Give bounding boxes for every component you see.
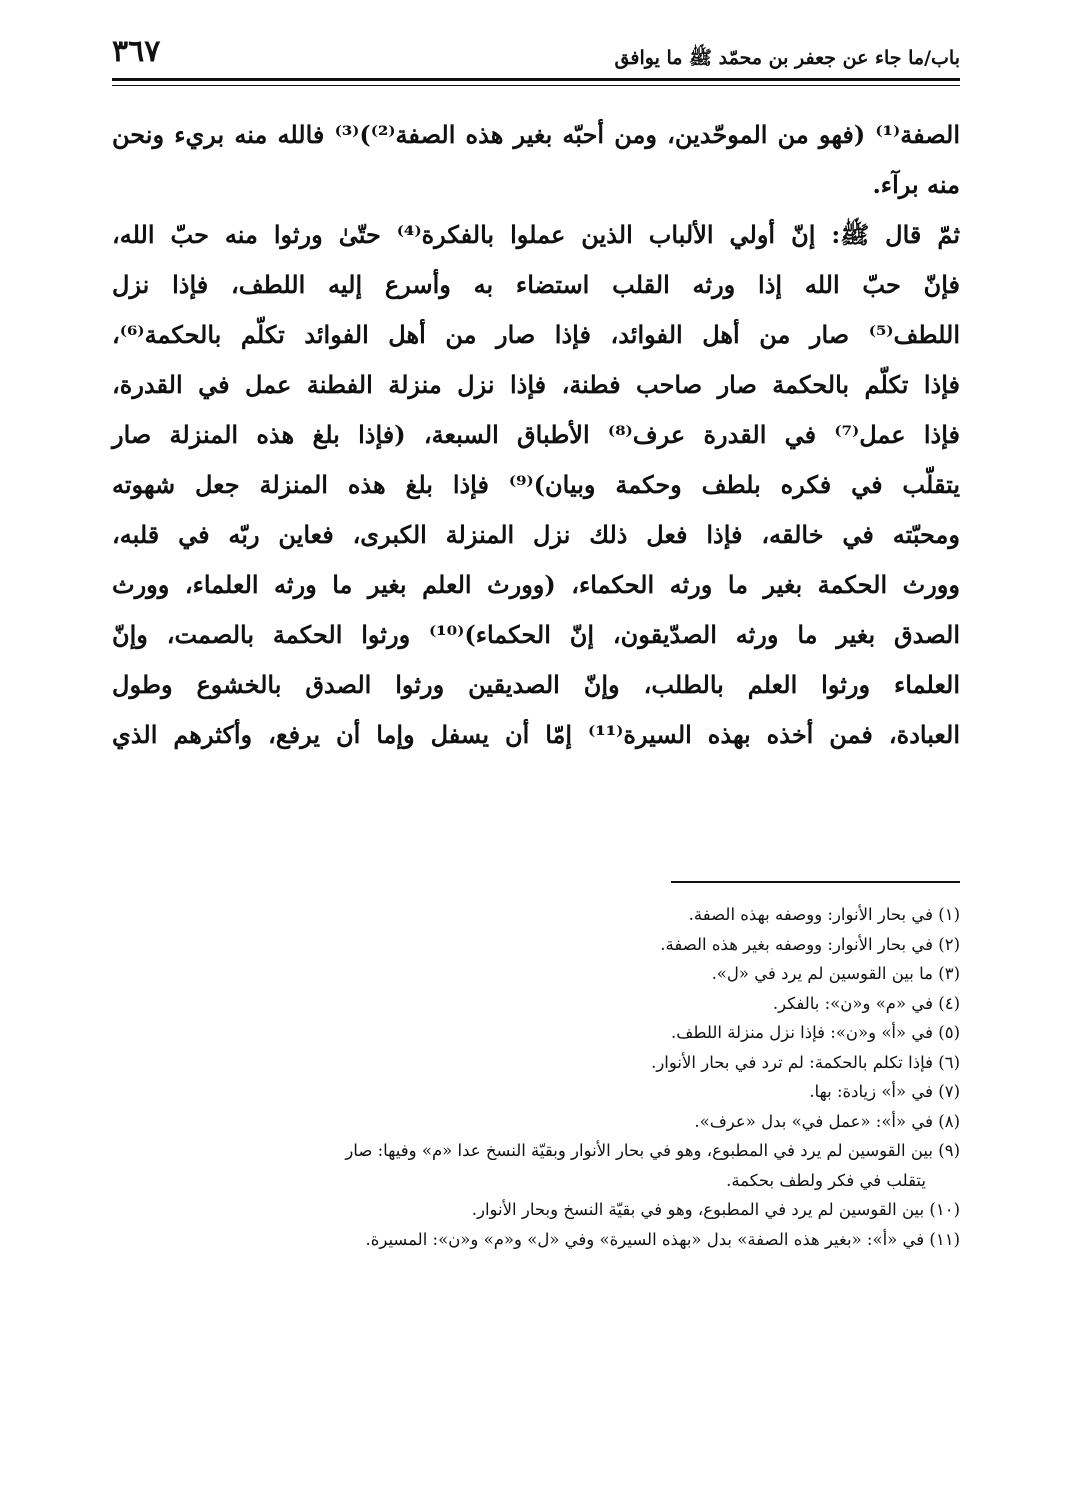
footnote: (٨) في «أ»: «عمل في» بدل «عرف». (694, 1111, 960, 1131)
footnote: (١) في بحار الأنوار: ووصفه بهذه الصفة. (688, 905, 960, 924)
footnote-separator (671, 881, 960, 883)
footnote: (٤) في «م» و«ن»: بالفكر. (772, 993, 960, 1013)
body-line: ومحبّته في خالقه، فإذا فعل ذلك نزل المنزلة الكبرى، فعاين ربّه في قلبه، (112, 520, 960, 549)
footnote: (١٠) بين القوسين لم يرد في المطبوع، وهو في بقيّة النسخ وبحار الأنوار. (471, 1200, 960, 1219)
body-line: منه برآء. (872, 170, 960, 199)
body-line: ثمّ قال ﷺ: إنّ أولي الألباب الذين عملوا بالفكرة⁽⁴⁾ حتّىٰ ورثوا منه حبّ الله، (112, 220, 961, 249)
main-text (112, 110, 960, 760)
body-line: يتقلّب في فكره بلطف وحكمة وبيان)⁽⁹⁾ فإذا بلغ هذه المنزلة جعل شهوته (112, 470, 961, 499)
footnote-continuation: يتقلب في فكر ولطف بحكمة. (726, 1170, 926, 1190)
footnote: (٩) بين القوسين لم يرد في المطبوع، وهو في بحار الأنوار وبقيّة النسخ عدا «م» وفيها: صار (345, 1141, 960, 1160)
footnote: (٥) في «أ» و«ن»: فإذا نزل منزلة اللطف. (671, 1023, 960, 1042)
footnote: (١١) في «أ»: «بغير هذه الصفة» بدل «بهذه السيرة» وفي «ل» و«م» و«ن»: المسيرة. (365, 1229, 960, 1249)
page-number: ٣٦٧ (112, 34, 161, 69)
body-line: وورث الحكمة بغير ما ورثه الحكماء، (وورث العلم بغير ما ورثه العلماء، وورث (112, 570, 960, 599)
body-line: فإذا تكلّم بالحكمة صار صاحب فطنة، فإذا نزل منزلة الفطنة عمل في القدرة، (112, 370, 960, 399)
body-line: فإنّ حبّ الله إذا ورثه القلب استضاء به وأسرع إليه اللطف، فإذا نزل (112, 270, 960, 299)
body-line: الصدق بغير ما ورثه الصدّيقون، إنّ الحكماء)⁽¹⁰⁾ ورثوا الحكمة بالصمت، وإنّ (112, 620, 960, 649)
body-line: العلماء ورثوا العلم بالطلب، وإنّ الصديقين ورثوا الصدق بالخشوع وطول (112, 670, 960, 699)
footnotes (112, 900, 960, 1254)
footnote: (٢) في بحار الأنوار: ووصفه بغير هذه الصفة. (660, 934, 960, 954)
header-rule (112, 78, 960, 81)
body-line: العبادة، فمن أخذه بهذه السيرة⁽¹¹⁾ إمّا أن يسفل وإما أن يرفع، وأكثرهم الذي (112, 720, 960, 749)
header-rule-thin (112, 85, 960, 86)
body-line: اللطف⁽⁵⁾ صار من أهل الفوائد، فإذا صار من أهل الفوائد تكلّم بالحكمة⁽⁶⁾، (112, 320, 960, 349)
page-header (112, 30, 960, 74)
footnote: (٧) في «أ» زيادة: بها. (809, 1082, 960, 1101)
body-line: فإذا عمل⁽⁷⁾ في القدرة عرف⁽⁸⁾ الأطباق السبعة، (فإذا بلغ هذه المنزلة صار (112, 420, 961, 449)
running-title: باب/ما جاء عن جعفر بن محمّد ﷺ ما يوافق (614, 47, 960, 69)
body-line: الصفة⁽¹⁾ (فهو من الموحّدين، ومن أحبّه بغير هذه الصفة⁽²⁾)⁽³⁾ فالله منه بريء ونحن (112, 120, 961, 149)
footnote: (٣) ما بين القوسين لم يرد في «ل». (711, 964, 960, 983)
footnote: (٦) فإذا تكلم بالحكمة: لم ترد في بحار الأنوار. (651, 1052, 960, 1072)
